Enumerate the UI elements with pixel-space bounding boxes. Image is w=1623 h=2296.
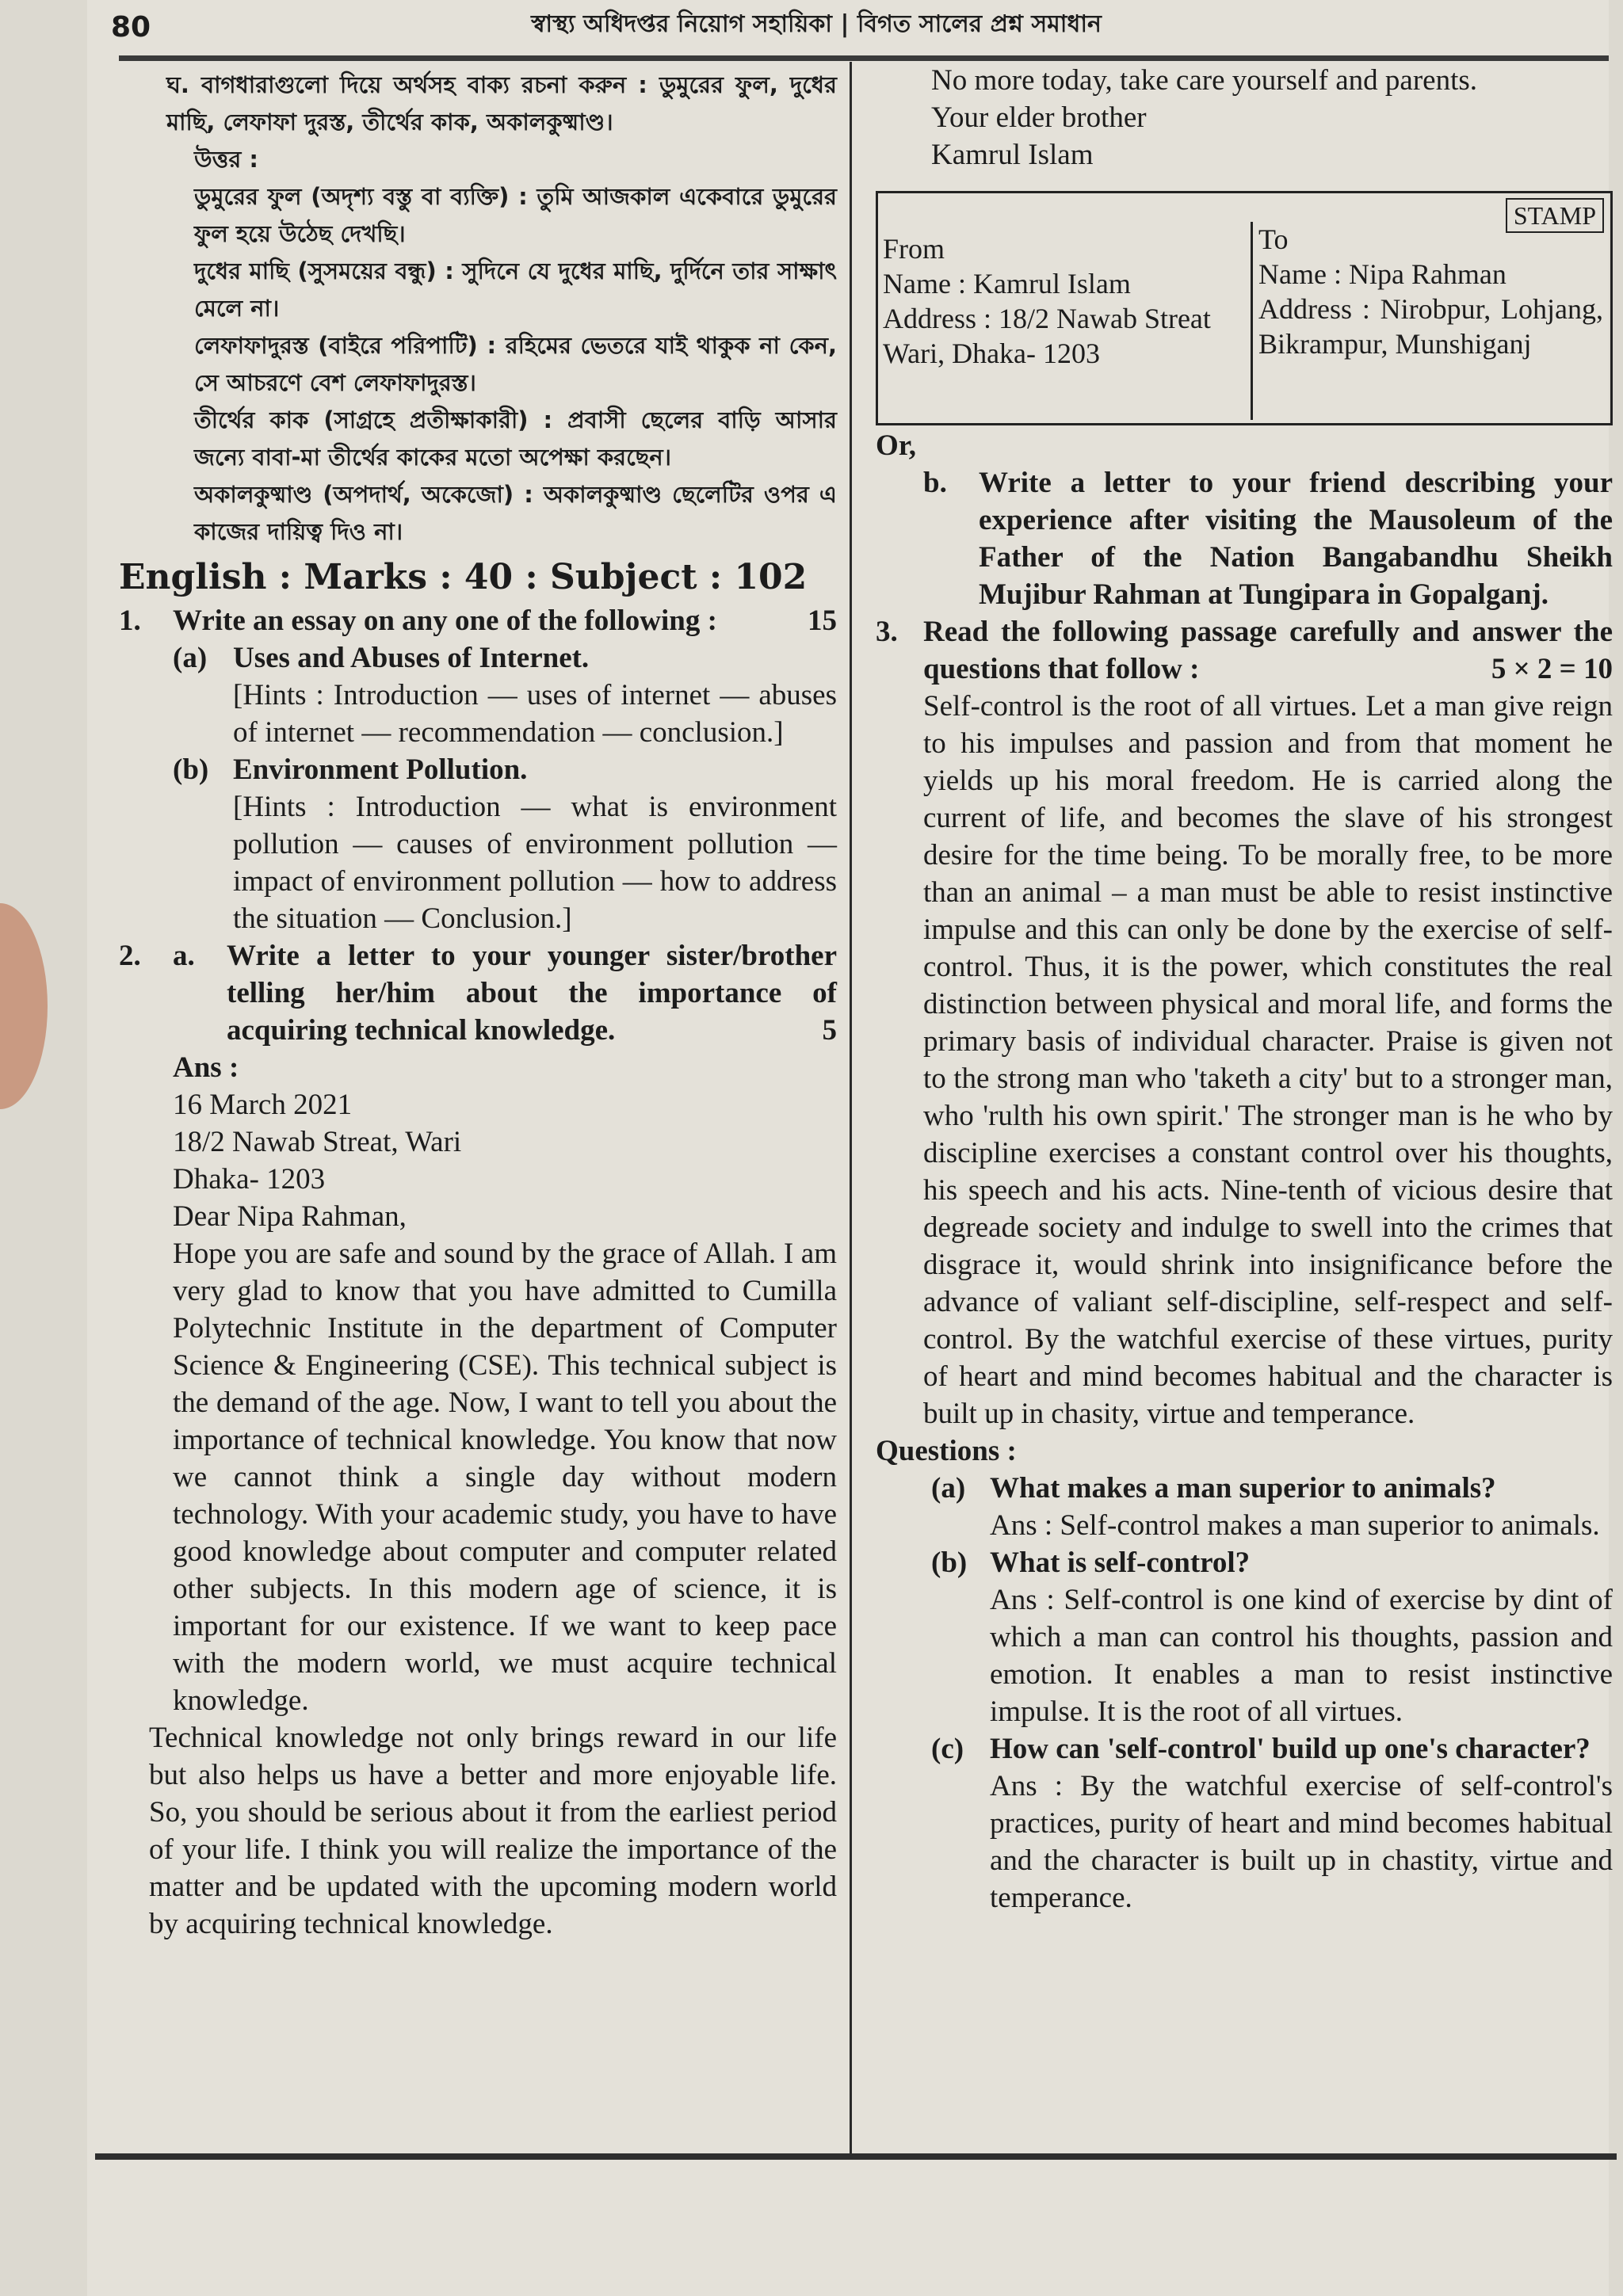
to-address: Address : Nirobpur, Lohjang, Bikrampur, Munshiganj xyxy=(1258,293,1603,360)
english-heading: English : Marks : 40 : Subject : 102 xyxy=(119,557,808,597)
envelope-divider xyxy=(1251,222,1253,420)
envelope xyxy=(876,191,1613,425)
question-2a xyxy=(119,937,837,1049)
q3-number: 3. xyxy=(876,616,898,648)
finger-shadow xyxy=(0,903,48,1109)
from-address: Address : 18/2 Nawab Streat Wari, Dhaka- 1203 xyxy=(883,303,1211,369)
bangla-answer-2: দুধের মাছি (সুসময়ের বন্ধু) : সুদিনে যে দুধের মাছি, দুর্দিনে তার সাক্ষাৎ মেলে না। xyxy=(194,257,837,322)
qa-item-c xyxy=(931,1730,1613,1917)
q2a-line xyxy=(227,937,837,1049)
left-column xyxy=(119,67,837,1943)
q1-line xyxy=(173,602,837,639)
qa-a-label: (a) xyxy=(931,1472,966,1505)
bangla-answer-5: অকালকুষ্মাণ্ড (অপদার্থ, অকেজো) : অকালকুষ্মাণ্ড ছেলেটির ওপর এ কাজের দায়িত্ব দিও না। xyxy=(194,481,837,545)
envelope-from xyxy=(883,231,1247,371)
to-label: To xyxy=(1258,223,1289,255)
q1a-body xyxy=(233,639,837,751)
closing-line-2: Your elder brother xyxy=(931,101,1147,134)
q2b-label: b. xyxy=(923,467,947,499)
letter-body xyxy=(149,1049,837,1943)
bangla-section xyxy=(119,67,837,551)
qa-b-answer: Ans : Self-control is one kind of exercise by dint of which a man can control his thoughts, passion and emotion. It enables a man to resist instinctive impulse. It is the root of all virtues. xyxy=(990,1584,1613,1728)
qa-b-label: (b) xyxy=(931,1547,968,1579)
letter-closing xyxy=(931,62,1613,174)
bangla-answer-3: লেফাফাদুরস্ত (বাইরে পরিপাটি) : রহিমের ভেতরে যাই থাকুক না কেন, সে আচরণে বেশ লেফাফাদুরস্ত। xyxy=(194,332,837,396)
q1-text: Write an essay on any one of the following : xyxy=(173,605,717,637)
letter-paragraph-2: Technical knowledge not only brings reward in our life but also helps us have a better and more enjoyable life. So, you should be serious about it from the earliest period of your life. I think you will realize the importance of the matter and be updated with the upcoming modern world by acquiring technical knowledge. xyxy=(149,1722,837,1940)
qa-c-question: How can 'self-control' build up one's character? xyxy=(990,1733,1591,1765)
question-2b xyxy=(923,464,1613,613)
q3-text: Read the following passage carefully and answer the questions that follow : xyxy=(923,616,1613,685)
q1-option-a xyxy=(173,639,837,751)
closing-signature: Kamrul Islam xyxy=(931,139,1094,171)
qa-a-body xyxy=(990,1470,1613,1544)
page-number: 80 xyxy=(111,11,151,44)
right-column xyxy=(876,62,1613,1917)
bottom-rule xyxy=(95,2153,1617,2160)
qa-a-question: What makes a man superior to animals? xyxy=(990,1472,1496,1505)
q1b-hints: [Hints : Introduction — what is environment pollution — causes of environment pollution — impact of environment pollution — how to address the situation — Conclusion.] xyxy=(233,791,837,935)
q2b-text: Write a letter to your friend describing your experience after visiting the Mausoleum of the Father of the Nation Bangabandhu Sheikh Mujibur Rahman at Tungipara in Gopalganj. xyxy=(979,467,1613,611)
column-divider xyxy=(850,62,852,2153)
letter-date: 16 March 2021 xyxy=(173,1089,353,1121)
q1a-title: Uses and Abuses of Internet. xyxy=(233,642,590,674)
q2a-label: a. xyxy=(173,940,195,972)
q3-line xyxy=(923,613,1613,688)
q1b-body xyxy=(233,751,837,937)
qa-b-question: What is self-control? xyxy=(990,1547,1251,1579)
question-3 xyxy=(876,613,1613,688)
q1a-label: (a) xyxy=(173,642,208,674)
qa-c-label: (c) xyxy=(931,1733,964,1765)
qa-item-a xyxy=(931,1470,1613,1544)
question-1 xyxy=(119,602,837,639)
stamp-box: STAMP xyxy=(1506,198,1604,233)
q2a-marks: 5 xyxy=(822,1014,837,1047)
qa-a-answer: Ans : Self-control makes a man superior to animals. xyxy=(990,1509,1600,1542)
q2a-text: Write a letter to your younger sister/brother telling her/him about the importance of acquiring technical knowledge. xyxy=(227,940,837,1047)
letter-paragraph-1: Hope you are safe and sound by the grace of Allah. I am very glad to know that you have admitted to Cumilla Polytechnic Institute in the department of Computer Science & Engineering (CSE). This technical subject is the demand of the age. Now, I want to tell you about the importance of technical knowledge. You know that now we cannot think a single day without modern technology. With your academic study, you have to have good knowledge about computer and computer related other subjects. In this modern age of science, it is important for our existence. If we want to keep pace with the modern world, we must acquire technical knowledge. xyxy=(173,1238,837,1717)
top-rule xyxy=(119,55,1609,61)
letter-address-1: 18/2 Nawab Streat, Wari xyxy=(173,1126,462,1158)
to-name: Name : Nipa Rahman xyxy=(1258,258,1507,290)
q1a-hints: [Hints : Introduction — uses of internet — abuses of internet — recommendation — conclusion.] xyxy=(233,679,837,749)
q3-marks: 5 × 2 = 10 xyxy=(1491,653,1613,685)
answer-label: Ans : xyxy=(173,1051,239,1084)
from-name: Name : Kamrul Islam xyxy=(883,268,1131,299)
questions-label: Questions : xyxy=(876,1435,1017,1467)
q1b-title: Environment Pollution. xyxy=(233,753,528,786)
q1-marks: 15 xyxy=(808,605,837,637)
envelope-to xyxy=(1258,222,1603,361)
closing-line-1: No more today, take care yourself and parents. xyxy=(931,64,1478,97)
q3-passage: Self-control is the root of all virtues. Let a man give reign to his impulses and passion and from that moment he yields up his moral freedom. He is carried along the current of life, and becomes the slave of his strongest desire for the time being. To be morally free, to be more than an animal – a man must be able to resist instinctive impulse and this can only be done by the exercise of self-control. Thus, it is the power, which constitutes the real distinction between physical and moral life, and forms the primary basis of individual character. Praise is given not to the strong man who 'taketh a city' but to a stronger man, who 'rulth his own spirit.' The stronger man is he who by discipline exercises a constant control over his thoughts, his speech and his acts. Nine-tenth of vicious desire that degreade society and indulge to swell into the crimes that disgrace it, would shrink into insignificance before the advance of valiant self-discipline, self-respect and self-control. By the watchful exercise of these virtues, purity of heart and mind becomes habitual and the character is built up in chasity, virtue and temperance. xyxy=(923,690,1613,1430)
q2-number: 2. xyxy=(119,940,141,972)
or-label: Or, xyxy=(876,429,917,462)
bangla-answer-1: ডুমুরের ফুল (অদৃশ্য বস্তু বা ব্যক্তি) : তুমি আজকাল একেবারে ডুমুরের ফুল হয়ে উঠেছ দেখছি। xyxy=(194,183,837,247)
letter-address-2: Dhaka- 1203 xyxy=(173,1163,326,1196)
bangla-question: ঘ. বাগধারাগুলো দিয়ে অর্থসহ বাক্য রচনা করুন : ডুমুরের ফুল, দুধের মাছি, লেফাফা দুরস্ত, তীর্থের কাক, অকালকুষ্মাণ্ড। xyxy=(166,71,837,135)
bangla-answer-4: তীর্থের কাক (সাগ্রহে প্রতীক্ষাকারী) : প্রবাসী ছেলের বাড়ি আসার জন্যে বাবা-মা তীর্থের কাকের মতো অপেক্ষা করছেন। xyxy=(194,406,837,471)
q1-option-b xyxy=(173,751,837,937)
q1b-label: (b) xyxy=(173,753,209,786)
from-label: From xyxy=(883,233,945,265)
bangla-answer-label: উত্তর : xyxy=(194,146,258,173)
q1-number: 1. xyxy=(119,605,141,637)
running-title: স্বাস্থ্য অধিদপ্তর নিয়োগ সহায়িকা | বিগত সালের প্রশ্ন সমাধান xyxy=(531,10,1102,38)
letter-salutation: Dear Nipa Rahman, xyxy=(173,1200,407,1233)
qa-c-body xyxy=(990,1730,1613,1917)
qa-b-body xyxy=(990,1544,1613,1730)
qa-c-answer: Ans : By the watchful exercise of self-control's practices, purity of heart and mind becomes habitual and the character is built up in chastity, virtue and temperance. xyxy=(990,1770,1613,1914)
qa-item-b xyxy=(931,1544,1613,1730)
